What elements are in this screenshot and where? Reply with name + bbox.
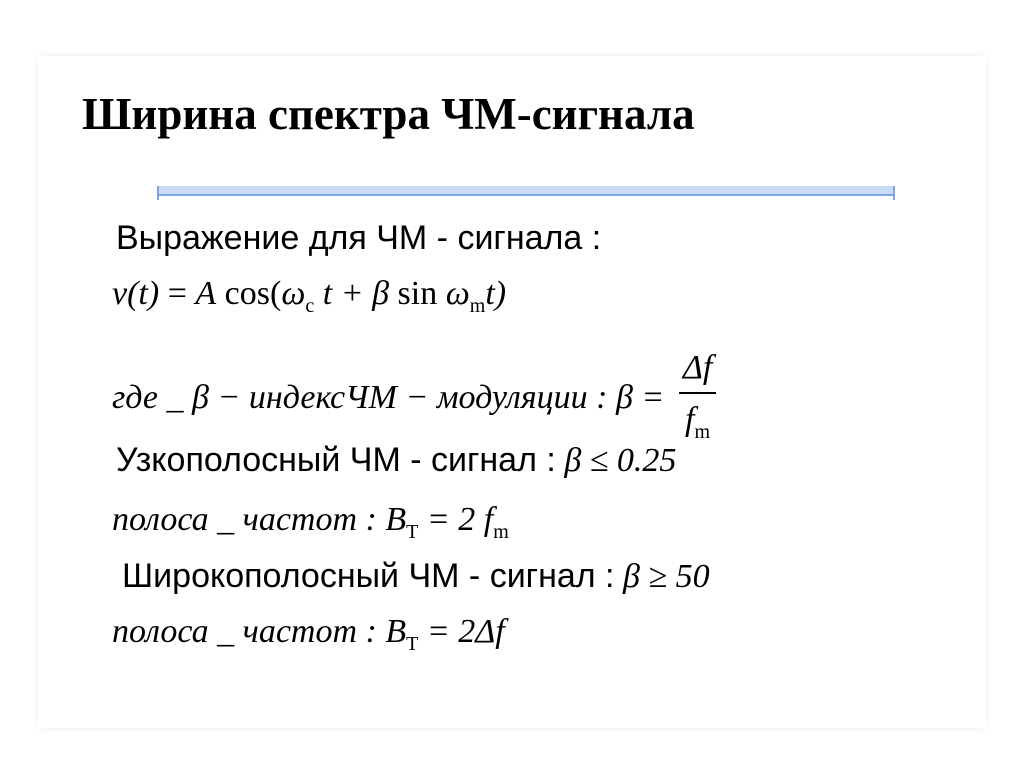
narrowband-condition: Узкополосный ЧМ - сигнал : β ≤ 0.25	[116, 441, 677, 479]
modulation-index-definition: где _ β − индексЧМ − модуляции : β = $\frac{\Delta f}{f_m}$	[112, 348, 716, 452]
narrowband-bandwidth: полоса _ частот : $B_T = 2$ $f_m$	[112, 501, 509, 543]
slide-title: Ширина спектра ЧМ-сигнала	[82, 89, 695, 139]
modulation-index-fraction: $\frac{\Delta f}{f_m}$	[679, 348, 716, 452]
title-divider	[159, 186, 893, 196]
wideband-bandwidth: полоса _ частот : $B_T = 2\Delta f$	[112, 613, 505, 655]
fm-signal-formula: v(t) = A $\cos(\omega_c$ t + β $\sin \omega_mt$)	[112, 275, 507, 317]
expression-label: Выражение для ЧМ - сигнала :	[116, 219, 602, 257]
wideband-condition: Широкополосный ЧМ - сигнал : β ≥ 50	[122, 557, 710, 595]
